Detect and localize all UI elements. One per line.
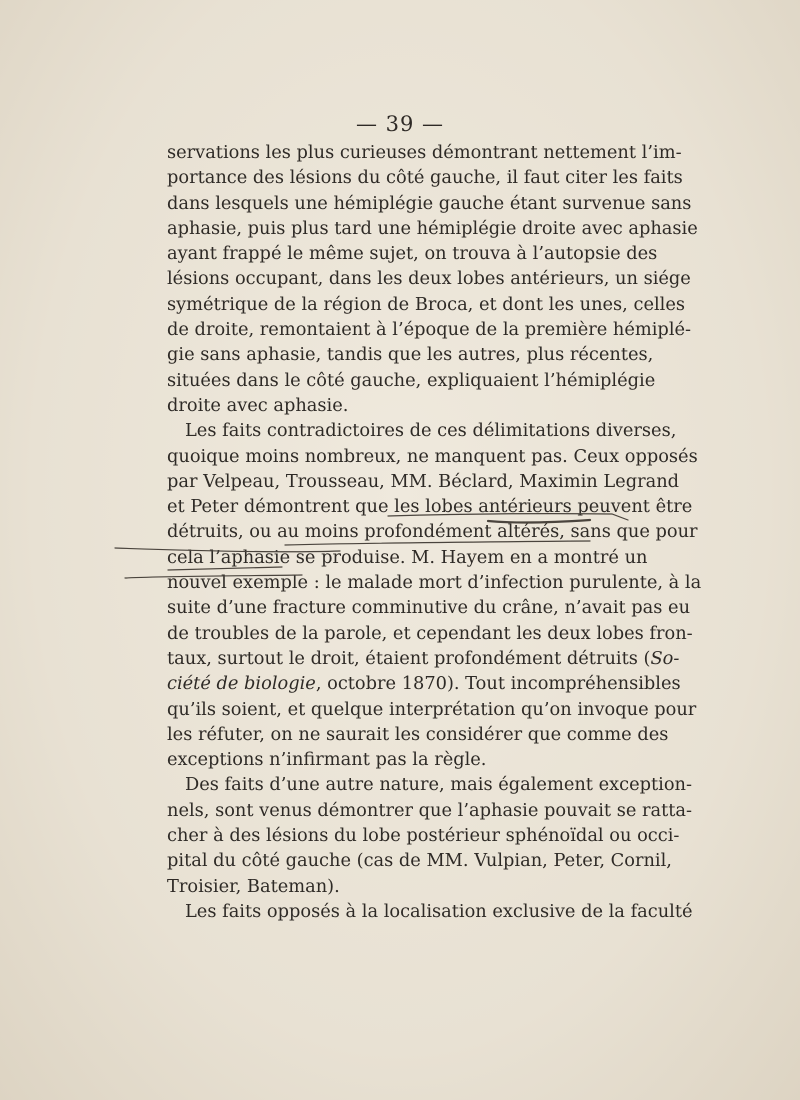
text-line: suite d’une fracture comminutive du crâne, n’avait pas eu	[167, 597, 691, 619]
text-line: situées dans le côté gauche, expliquaient l’hémiplégie	[167, 369, 656, 391]
text-line: de troubles de la parole, et cependant les deux lobes fron-	[167, 622, 693, 644]
text-line: Des faits d’une autre nature, mais également exception-	[185, 774, 693, 796]
text-line: ayant frappé le même sujet, on trouva à l’autopsie des	[167, 243, 658, 265]
text-line: portance des lésions du côté gauche, il faut citer les faits	[167, 167, 683, 189]
text-line: dans lesquels une hémiplégie gauche étant survenue sans	[167, 192, 692, 214]
text-line: les réfuter, on ne saurait les considérer que comme des	[167, 723, 669, 745]
text-line: cher à des lésions du lobe postérieur sphénoïdal ou occi-	[167, 825, 680, 847]
text-line: Les faits opposés à la localisation exclusive de la faculté	[185, 900, 693, 922]
text-line: lésions occupant, dans les deux lobes antérieurs, un siége	[167, 268, 691, 290]
text-line: servations les plus curieuses démontrant nettement l’im-	[167, 142, 682, 163]
text-line: nouvel exemple : le malade mort d’infection purulente, à la	[167, 572, 702, 594]
text-line: Les faits contradictoires de ces délimitations diverses,	[185, 420, 677, 442]
text-line: aphasie, puis plus tard une hémiplégie droite avec aphasie	[167, 217, 698, 239]
text-line-underlined: cela l’aphasie se produise. M. Hayem en a montré un	[167, 546, 648, 568]
text-line: taux, surtout le droit, étaient profondément détruits (So-	[167, 647, 680, 669]
page-number: — 39 —	[355, 112, 445, 136]
text-line: gie sans aphasie, tandis que les autres, plus récentes,	[167, 344, 654, 366]
text-line: symétrique de la région de Broca, et dont les unes, celles	[167, 293, 685, 315]
text-line: qu’ils soient, et quelque interprétation qu’on invoque pour	[167, 698, 697, 720]
text-line-underlined: et Peter démontrent que les lobes antérieurs peuvent être	[167, 496, 693, 518]
text-line: droite avec aphasie.	[167, 394, 349, 416]
body-text	[167, 140, 702, 924]
text-line: quoique moins nombreux, ne manquent pas. Ceux opposés	[167, 445, 698, 467]
text-line: pital du côté gauche (cas de MM. Vulpian, Peter, Cornil,	[167, 850, 672, 872]
text-line-underlined: détruits, ou au moins profondément altérés, sans que pour	[167, 521, 698, 543]
text-line: par Velpeau, Trousseau, MM. Béclard, Maximin Legrand	[167, 470, 680, 492]
text-line: exceptions n’infirmant pas la règle.	[167, 749, 487, 771]
text-line: ciété de biologie, octobre 1870). Tout incompréhensibles	[167, 673, 681, 695]
text-line: nels, sont venus démontrer que l’aphasie pouvait se ratta-	[167, 799, 693, 821]
text-line: de droite, remontaient à l’époque de la première hémiplé-	[167, 319, 692, 341]
text-line: Troisier, Bateman).	[167, 875, 340, 897]
